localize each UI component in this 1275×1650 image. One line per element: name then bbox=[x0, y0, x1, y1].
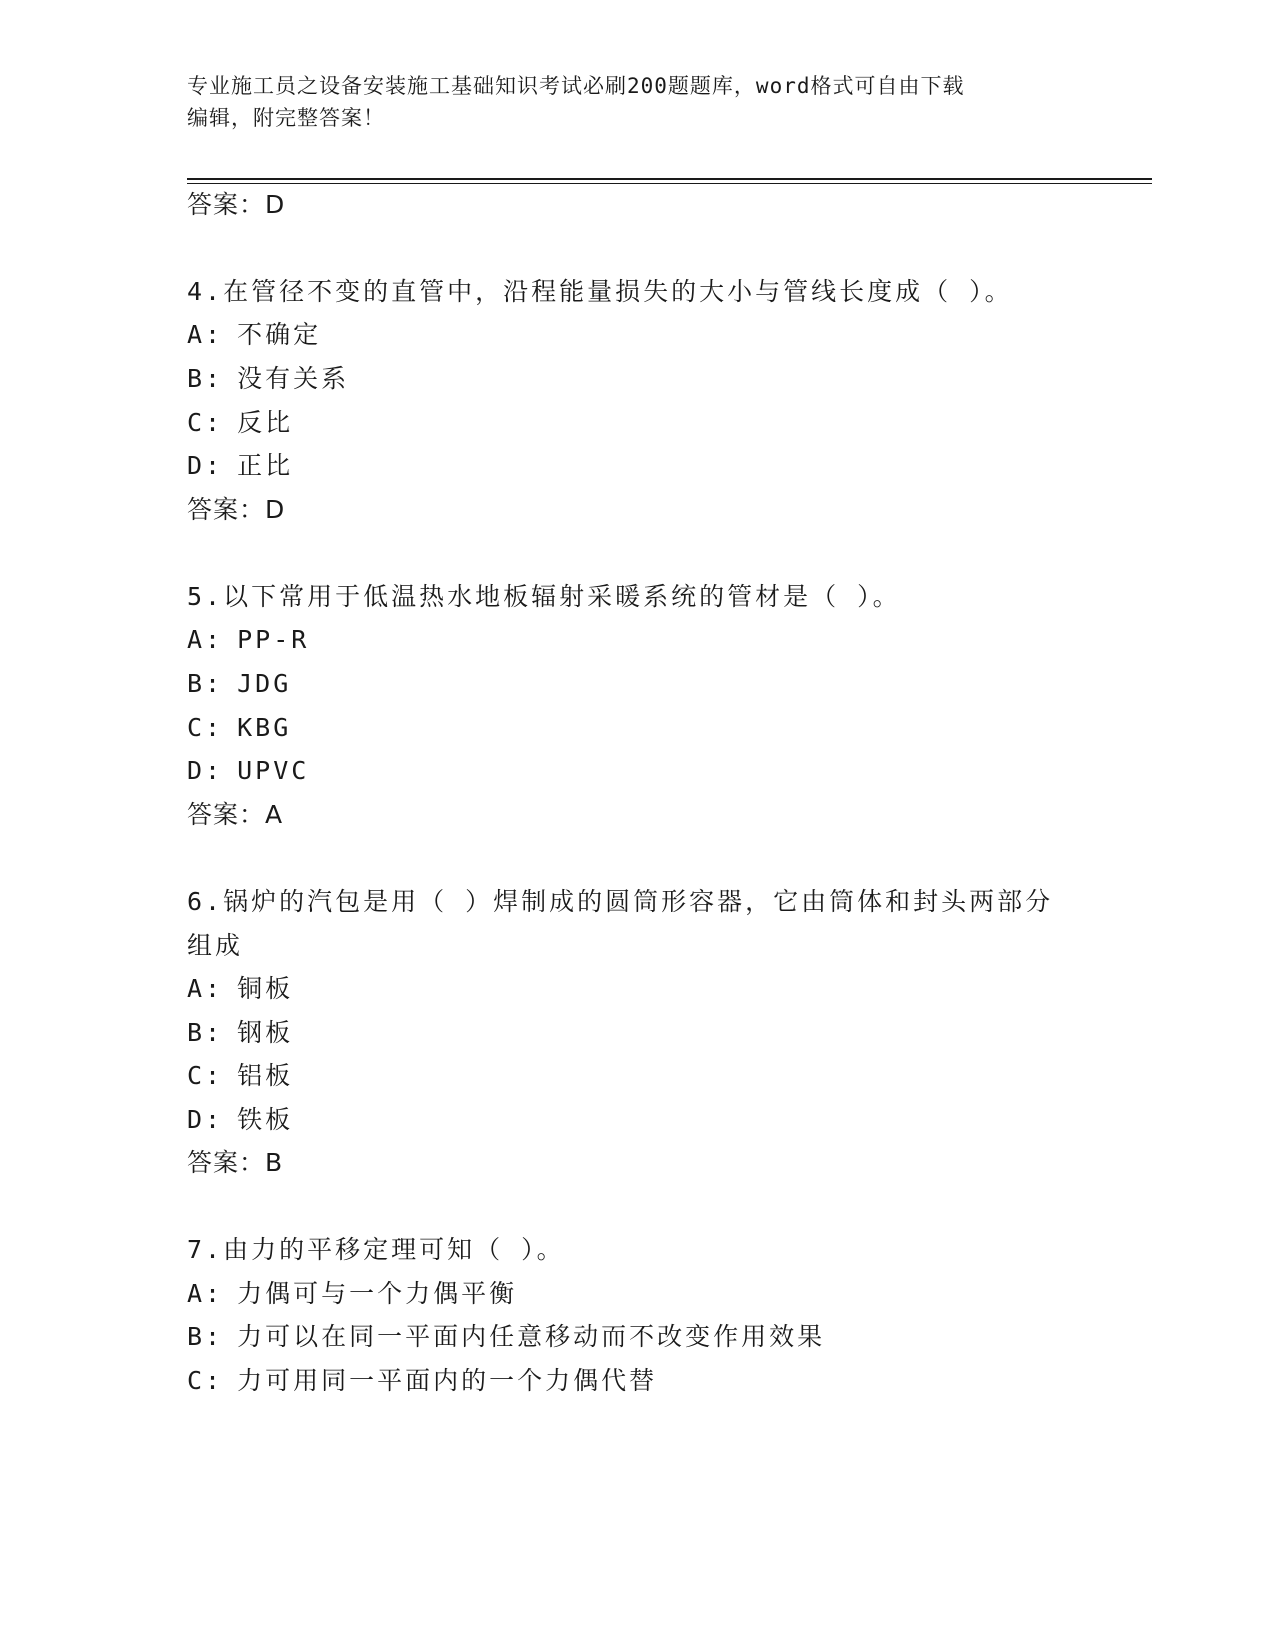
option-letter: C: bbox=[187, 1061, 224, 1090]
option-letter: B: bbox=[187, 364, 224, 393]
header-divider-thin bbox=[187, 183, 1152, 184]
option-letter: D: bbox=[187, 756, 224, 785]
question-7-option-c bbox=[187, 1364, 657, 1398]
option-text: JDG bbox=[237, 669, 292, 698]
question-5-option-d bbox=[187, 754, 309, 788]
question-4-option-a bbox=[187, 318, 321, 352]
option-letter: A: bbox=[187, 1279, 224, 1308]
option-text: 钢板 bbox=[237, 1018, 294, 1047]
question-5-option-b bbox=[187, 667, 291, 701]
option-text: 力偶可与一个力偶平衡 bbox=[237, 1279, 518, 1308]
option-text: KBG bbox=[237, 713, 292, 742]
option-text: 没有关系 bbox=[237, 364, 350, 393]
option-letter: C: bbox=[187, 713, 224, 742]
question-7-option-b bbox=[187, 1320, 825, 1354]
header-line-2: 编辑，附完整答案！ bbox=[187, 106, 385, 130]
header-line-1: 专业施工员之设备安装施工基础知识考试必刷200题题库，word格式可自由下载 bbox=[187, 74, 965, 98]
option-text: 铜板 bbox=[237, 974, 294, 1003]
option-letter: A: bbox=[187, 974, 224, 1003]
question-5-answer: 答案：A bbox=[187, 800, 284, 829]
question-6-stem-line-1: 6.锅炉的汽包是用（ ）焊制成的圆筒形容器，它由筒体和封头两部分 bbox=[187, 887, 1054, 916]
option-letter: A: bbox=[187, 625, 224, 654]
question-6-option-c bbox=[187, 1059, 293, 1093]
document-header bbox=[187, 70, 1067, 134]
question-7-stem: 7.由力的平移定理可知（ ）。 bbox=[187, 1235, 565, 1264]
answer-line: 答案：D bbox=[187, 190, 286, 219]
question-5-option-a bbox=[187, 623, 309, 657]
question-6-stem-line-2: 组成 bbox=[187, 931, 244, 960]
option-letter: B: bbox=[187, 1322, 224, 1351]
question-6-option-b bbox=[187, 1016, 293, 1050]
option-text: UPVC bbox=[237, 756, 310, 785]
option-text: 力可以在同一平面内任意移动而不改变作用效果 bbox=[237, 1322, 826, 1351]
option-text: 反比 bbox=[237, 408, 294, 437]
question-6-answer: 答案：B bbox=[187, 1148, 284, 1177]
option-letter: C: bbox=[187, 1366, 224, 1395]
option-letter: B: bbox=[187, 669, 224, 698]
question-4-answer: 答案：D bbox=[187, 495, 286, 524]
option-text: 正比 bbox=[237, 451, 294, 480]
option-letter: D: bbox=[187, 1105, 224, 1134]
question-4-option-c bbox=[187, 406, 293, 440]
option-letter: C: bbox=[187, 408, 224, 437]
question-6-option-d bbox=[187, 1103, 293, 1137]
question-4-option-b bbox=[187, 362, 349, 396]
header-divider-thick bbox=[187, 178, 1152, 180]
option-text: 力可用同一平面内的一个力偶代替 bbox=[237, 1366, 658, 1395]
option-letter: A: bbox=[187, 320, 224, 349]
option-letter: B: bbox=[187, 1018, 224, 1047]
option-text: 不确定 bbox=[237, 320, 322, 349]
option-letter: D: bbox=[187, 451, 224, 480]
option-text: PP-R bbox=[237, 625, 310, 654]
question-6-option-a bbox=[187, 972, 293, 1006]
question-5-stem: 5.以下常用于低温热水地板辐射采暖系统的管材是（ ）。 bbox=[187, 582, 901, 611]
question-7-option-a bbox=[187, 1277, 517, 1311]
question-5-option-c bbox=[187, 711, 291, 745]
question-4-option-d bbox=[187, 449, 293, 483]
question-4-stem: 4.在管径不变的直管中，沿程能量损失的大小与管线长度成（ ）。 bbox=[187, 277, 1013, 306]
option-text: 铝板 bbox=[237, 1061, 294, 1090]
option-text: 铁板 bbox=[237, 1105, 294, 1134]
